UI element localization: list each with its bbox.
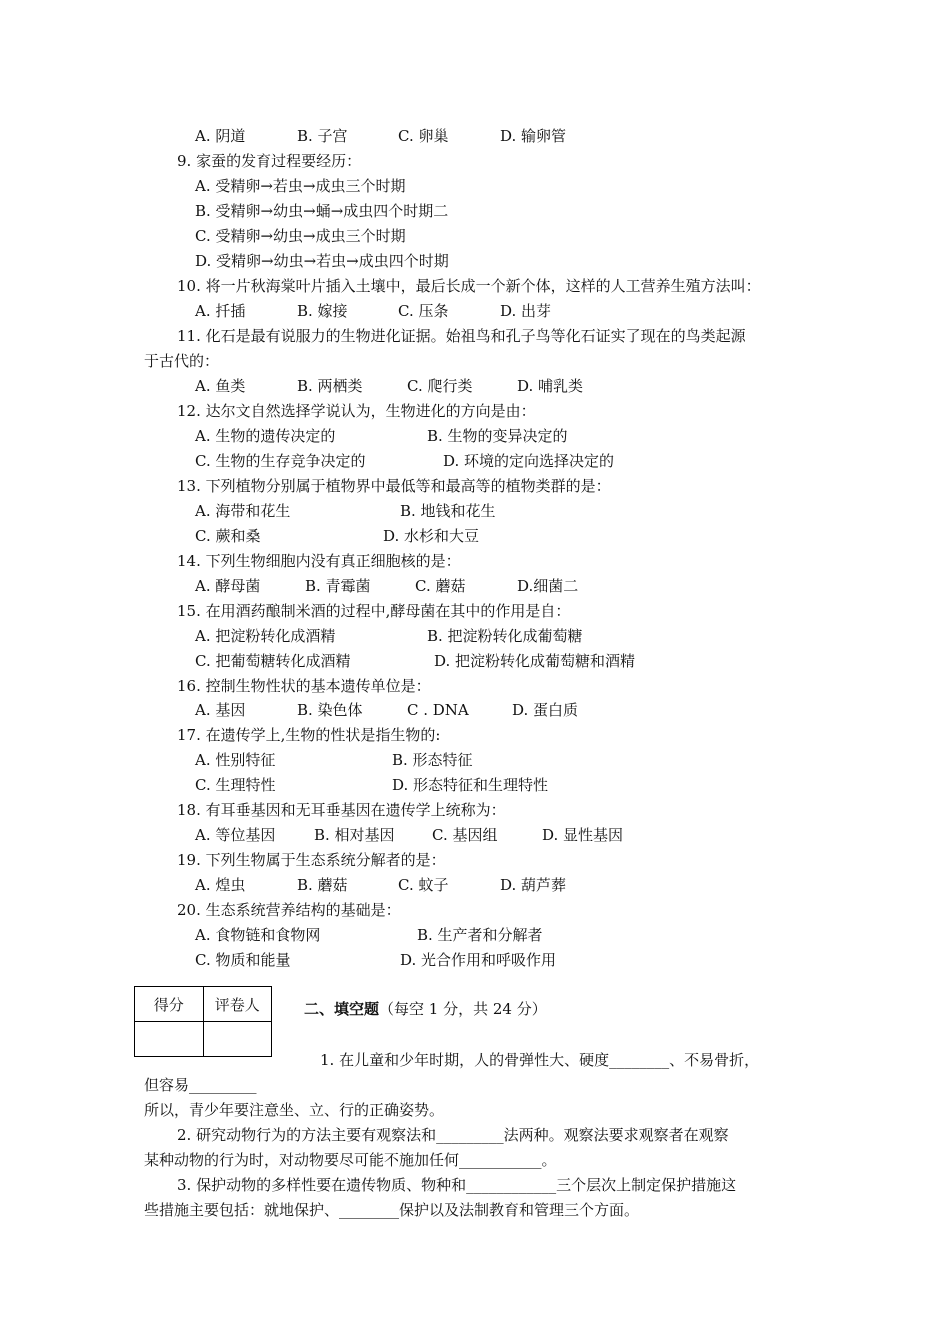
q8-option-b: B. 子宫	[297, 127, 348, 145]
section2-heading	[304, 999, 547, 1019]
score-cell[interactable]	[135, 1022, 204, 1057]
fill-q2-line1: 2. 研究动物行为的方法主要有观察法和_________法两种。观察法要求观察者在观察	[177, 1126, 729, 1144]
q9-option-b: B. 受精卵→幼虫→蛹→成虫四个时期二	[195, 202, 449, 220]
q14-option-d: D.细菌二	[517, 577, 579, 595]
q12-option-c: C. 生物的生存竞争决定的	[195, 452, 366, 470]
q9-stem: 9. 家蚕的发育过程要经历：	[177, 152, 362, 170]
q8-option-d: D. 输卵管	[500, 127, 567, 145]
q12-stem: 12. 达尔文自然选择学说认为，生物进化的方向是由：	[177, 402, 536, 420]
q18-option-c: C. 基因组	[432, 826, 498, 844]
q11-stem-line2: 于古代的：	[144, 352, 220, 370]
q11-option-a: A. 鱼类	[195, 377, 246, 395]
q15-option-b: B. 把淀粉转化成葡萄糖	[427, 627, 583, 645]
fill-q1-line2: 但容易_________	[144, 1076, 257, 1094]
q19-option-c: C. 蚊子	[398, 876, 449, 894]
q18-stem: 18. 有耳垂基因和无耳垂基因在遗传学上统称为：	[177, 801, 506, 819]
q11-option-c: C. 爬行类	[407, 377, 473, 395]
q10-option-c: C. 压条	[398, 302, 449, 320]
q20-stem: 20. 生态系统营养结构的基础是：	[177, 901, 401, 919]
q9-option-c: C. 受精卵→幼虫→成虫三个时期	[195, 227, 406, 245]
q17-stem: 17. 在遗传学上,生物的性状是指生物的:	[177, 726, 441, 744]
q17-option-c: C. 生理特性	[195, 776, 276, 794]
score-label: 得分	[135, 987, 204, 1022]
q14-option-c: C. 蘑菇	[415, 577, 466, 595]
q20-option-b: B. 生产者和分解者	[417, 926, 543, 944]
q18-option-d: D. 显性基因	[542, 826, 624, 844]
q13-option-a: A. 海带和花生	[195, 502, 291, 520]
q14-stem: 14. 下列生物细胞内没有真正细胞核的是：	[177, 552, 461, 570]
q20-option-d: D. 光合作用和呼吸作用	[400, 951, 557, 969]
q10-option-a: A. 扦插	[195, 302, 246, 320]
q13-option-d: D. 水杉和大豆	[383, 527, 480, 545]
q19-option-d: D. 葫芦葬	[500, 876, 567, 894]
q20-option-a: A. 食物链和食物网	[195, 926, 321, 944]
q11-stem-line1: 11. 化石是最有说服力的生物进化证据。始祖鸟和孔子鸟等化石证实了现在的鸟类起源	[177, 327, 746, 345]
q17-option-d: D. 形态特征和生理特性	[392, 776, 549, 794]
q19-option-b: B. 蘑菇	[297, 876, 348, 894]
fill-q2-line2: 某种动物的行为时，对动物要尽可能不施加任何___________。	[144, 1151, 557, 1169]
grader-cell[interactable]	[203, 1022, 272, 1057]
q17-option-b: B. 形态特征	[392, 751, 473, 769]
q10-option-b: B. 嫁接	[297, 302, 348, 320]
q16-option-a: A. 基因	[195, 701, 246, 719]
section2-title: 二、填空题	[304, 1000, 380, 1018]
q16-stem: 16. 控制生物性状的基本遗传单位是：	[177, 677, 431, 695]
q11-option-b: B. 两栖类	[297, 377, 363, 395]
q11-option-d: D. 哺乳类	[517, 377, 584, 395]
q16-option-c: C . DNA	[407, 701, 469, 719]
q13-stem: 13. 下列植物分别属于植物界中最低等和最高等的植物类群的是：	[177, 477, 611, 495]
fill-q3-line1: 3. 保护动物的多样性要在遗传物质、物种和____________三个层次上制定保护措施这	[177, 1176, 737, 1194]
fill-q1-line1: 1. 在儿童和少年时期，人的骨弹性大、硬度________、不易骨折，	[320, 1051, 760, 1069]
q12-option-d: D. 环境的定向选择决定的	[443, 452, 615, 470]
q19-option-a: A. 煌虫	[195, 876, 246, 894]
q10-stem: 10. 将一片秋海棠叶片插入土壤中，最后长成一个新个体，这样的人工营养生殖方法叫：	[177, 277, 761, 295]
fill-q3-line2: 些措施主要包括：就地保护、________保护以及法制教育和管理三个方面。	[144, 1201, 640, 1219]
q15-option-c: C. 把葡萄糖转化成酒精	[195, 652, 351, 670]
q19-stem: 19. 下列生物属于生态系统分解者的是：	[177, 851, 446, 869]
q20-option-c: C. 物质和能量	[195, 951, 291, 969]
q9-option-a: A. 受精卵→若虫→成虫三个时期	[195, 177, 406, 195]
q8-option-a: A. 阴道	[195, 127, 246, 145]
section2-note: （每空 1 分，共 24 分）	[379, 1000, 547, 1018]
q10-option-d: D. 出芽	[500, 302, 552, 320]
q8-option-c: C. 卵巢	[398, 127, 449, 145]
q12-option-a: A. 生物的遗传决定的	[195, 427, 336, 445]
q13-option-b: B. 地钱和花生	[400, 502, 496, 520]
q16-option-d: D. 蛋白质	[512, 701, 579, 719]
grader-label: 评卷人	[203, 987, 272, 1022]
q15-option-a: A. 把淀粉转化成酒精	[195, 627, 336, 645]
q15-stem: 15. 在用酒药酿制米酒的过程中,酵母菌在其中的作用是自：	[177, 602, 571, 620]
q14-option-b: B. 青霉菌	[305, 577, 371, 595]
q18-option-b: B. 相对基因	[314, 826, 395, 844]
q12-option-b: B. 生物的变异决定的	[427, 427, 568, 445]
q18-option-a: A. 等位基因	[195, 826, 276, 844]
q9-option-d: D. 受精卵→幼虫→若虫→成虫四个时期	[195, 252, 449, 270]
score-table	[134, 986, 272, 1057]
q17-option-a: A. 性别特征	[195, 751, 276, 769]
q13-option-c: C. 蕨和桑	[195, 527, 261, 545]
q16-option-b: B. 染色体	[297, 701, 363, 719]
q15-option-d: D. 把淀粉转化成葡萄糖和酒精	[434, 652, 636, 670]
q14-option-a: A. 酵母菌	[195, 577, 261, 595]
fill-q1-line3: 所以，青少年要注意坐、立、行的正确姿势。	[144, 1101, 445, 1119]
